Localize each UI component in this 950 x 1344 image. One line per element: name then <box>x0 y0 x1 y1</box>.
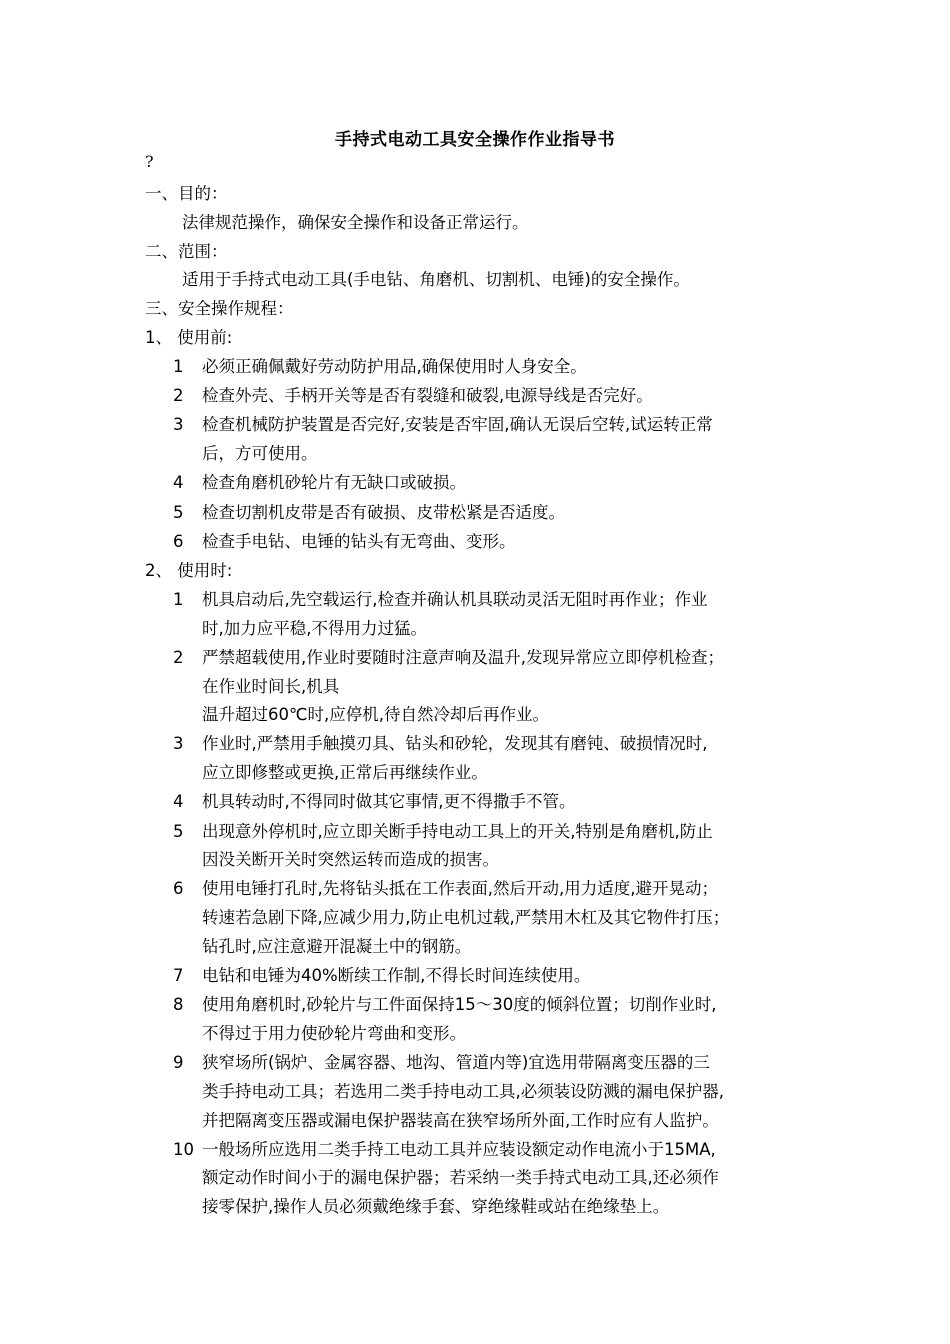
list-item-text: 不得过于用力使砂轮片弯曲和变形。 <box>202 1023 466 1043</box>
section-heading-scope: 二、范围： <box>145 242 228 261</box>
page-title: 手持式电动工具安全操作作业指导书 <box>335 130 615 150</box>
list-item-text: 作业时,严禁用手触摸刃具、钻头和砂轮，发现其有磨钝、破损情况时, <box>202 734 708 754</box>
list-item-number: 6 <box>173 879 184 899</box>
list-item-number: 3 <box>173 734 184 754</box>
list-item-text: 检查切割机皮带是否有破损、皮带松紧是否适度。 <box>202 502 565 522</box>
list-item-text: 检查外壳、手柄开关等是否有裂缝和破裂,电源导线是否完好。 <box>202 386 653 406</box>
list-item-number: 1 <box>173 357 184 376</box>
list-item-text: 接零保护,操作人员必须戴绝缘手套、穿绝缘鞋或站在绝缘垫上。 <box>202 1197 670 1217</box>
list-item-text: 后，方可使用。 <box>202 444 318 464</box>
subsection-heading-before-use: 1、 使用前: <box>145 328 233 347</box>
list-item-text: 转速若急剧下降,应减少用力,防止电机过载,严禁用木杠及其它物件打压； <box>202 908 730 928</box>
stray-mark: ? <box>145 152 154 171</box>
list-item-text: 检查机械防护装置是否完好,安装是否牢固,确认无误后空转,试运转正常 <box>202 415 713 435</box>
list-item-text: 使用电锤打孔时,先将钻头抵在工作表面,然后开动,用力适度,避开晃动； <box>202 879 718 899</box>
list-item-number: 6 <box>173 531 184 551</box>
section-body-purpose: 法律规范操作，确保安全操作和设备正常运行。 <box>182 213 529 232</box>
list-item-text: 检查角磨机砂轮片有无缺口或破损。 <box>202 473 466 493</box>
list-item-text: 狭窄场所(锅炉、金属容器、地沟、管道内等)宜选用带隔离变压器的三 <box>202 1053 710 1073</box>
list-item-number: 5 <box>173 502 184 522</box>
list-item-text: 并把隔离变压器或漏电保护器装高在狭窄场所外面,工作时应有人监护。 <box>202 1110 719 1130</box>
list-item-text: 使用角磨机时,砂轮片与工件面保持15～30度的倾斜位置；切削作业时, <box>202 995 717 1015</box>
list-item-number: 5 <box>173 821 184 841</box>
section-body-scope: 适用于手持式电动工具(手电钻、角磨机、切割机、电锤)的安全操作。 <box>182 270 690 289</box>
list-item-number: 4 <box>173 473 184 493</box>
list-item-text: 电钻和电锤为40%断续工作制,不得长时间连续使用。 <box>202 966 591 985</box>
list-item-text: 机具转动时,不得同时做其它事情,更不得撒手不管。 <box>202 792 576 812</box>
list-item-text: 机具启动后,先空载运行,检查并确认机具联动灵活无阻时再作业；作业 <box>202 589 708 609</box>
section-heading-rules: 三、安全操作规程： <box>145 299 294 318</box>
list-item-text: 类手持电动工具；若选用二类手持电动工具,必须装设防溅的漏电保护器, <box>202 1081 724 1101</box>
list-item-text: 一般场所应选用二类手持工电动工具并应装设额定动作电流小于15MA, <box>202 1139 716 1159</box>
list-item-text: 时,加力应平稳,不得用力过猛。 <box>202 618 427 638</box>
list-item-number: 7 <box>173 966 184 985</box>
list-item-text: 钻孔时,应注意避开混凝土中的钢筋。 <box>202 936 472 956</box>
list-item-number: 10 <box>173 1139 194 1159</box>
list-item-text: 严禁超载使用,作业时要随时注意声响及温升,发现异常应立即停机检查； <box>202 647 724 667</box>
list-item-number: 8 <box>173 995 184 1015</box>
list-item-text: 在作业时间长,机具 <box>202 676 340 696</box>
list-item-text: 出现意外停机时,应立即关断手持电动工具上的开关,特别是角磨机,防止 <box>202 821 713 841</box>
list-item-number: 2 <box>173 386 184 406</box>
list-item-text: 必须正确佩戴好劳动防护用品,确保使用时人身安全。 <box>202 357 587 376</box>
subsection-heading-during-use: 2、 使用时: <box>145 560 233 580</box>
list-item-number: 2 <box>173 647 184 667</box>
section-heading-purpose: 一、目的： <box>145 184 228 203</box>
list-item-number: 1 <box>173 589 184 609</box>
list-item-text: 因没关断开关时突然运转而造成的损害。 <box>202 850 499 870</box>
list-item-text: 额定动作时间小于的漏电保护器；若采纳一类手持式电动工具,还必须作 <box>202 1168 719 1188</box>
list-item-text: 温升超过60℃时,应停机,待自然冷却后再作业。 <box>202 705 550 725</box>
list-item-number: 9 <box>173 1053 184 1073</box>
list-item-number: 4 <box>173 792 184 812</box>
list-item-number: 3 <box>173 415 184 435</box>
list-item-text: 检查手电钻、电锤的钻头有无弯曲、变形。 <box>202 531 516 551</box>
list-item-text: 应立即修整或更换,正常后再继续作业。 <box>202 763 488 783</box>
